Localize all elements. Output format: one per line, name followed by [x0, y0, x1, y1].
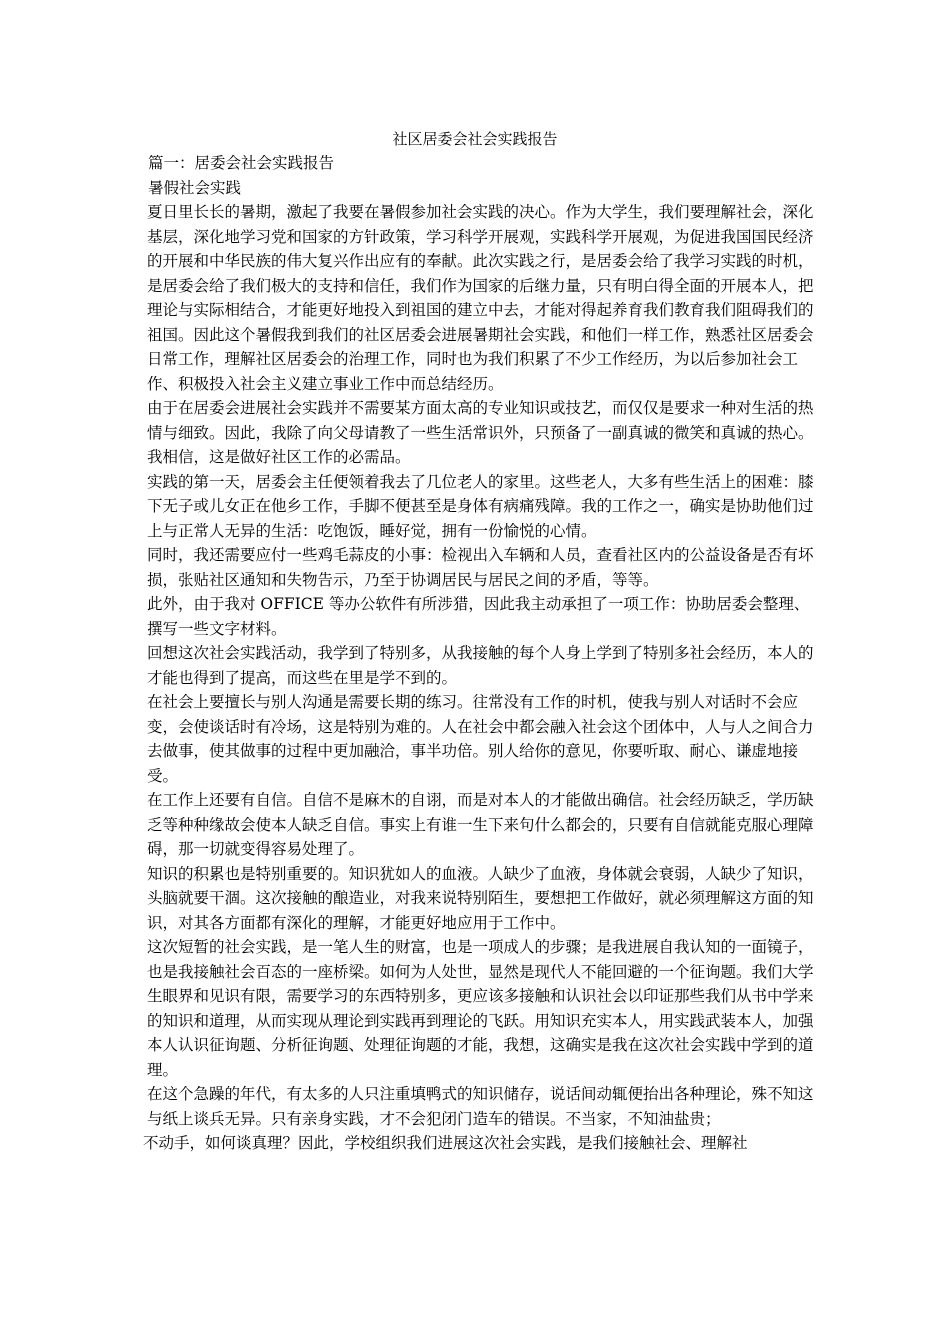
document-title: 社区居委会社会实践报告	[392, 130, 558, 148]
subheading: 暑假社会实践	[148, 178, 242, 197]
paragraph: 夏日里长长的暑期，激起了我要在暑假参加社会实践的决心。作为大学生，我们要理解社会，深化基层，深化地学习党和国家的方针政策，学习科学开展观，实践科学开展观，为促进我国国民经济的开展和中华民族的伟大复兴作出应有的奉献。此次实践之行，是居委会给了我学习实践的时机，是居委会给了我们极大的支持和信任，我们作为国家的后继力量，只有明白得全面的开展本人，把理论与实际相结合，才能更好地投入到祖国的建立中去，才能对得起养育我们教育我们阻碍我们的祖国。因此这个暑假我到我们的社区居委会进展暑期社会实践，和他们一样工作，熟悉社区居委会日常工作，理解社区居委会的治理工作，同时也为我们积累了不少工作经历，为以后参加社会工作、积极投入社会主义建立事业工作中而总结经历。	[147, 203, 814, 393]
paragraph: 知识的积累也是特别重要的。知识犹如人的血液。人缺少了血液，身体就会衰弱，人缺少了知识，头脑就要干涸。这次接触的酿造业，对我来说特别陌生，要想把工作做好，就必须理解这方面的知识，对其各方面都有深化的理解，才能更好地应用于工作中。	[147, 864, 814, 932]
paragraph: 回想这次社会实践活动，我学到了特别多，从我接触的每个人身上学到了特别多社会经历，本人的才能也得到了提高，而这些在里是学不到的。	[147, 644, 814, 687]
section-heading: 篇一：居委会社会实践报告	[148, 154, 335, 172]
paragraph: 同时，我还需要应付一些鸡毛蒜皮的小事：检视出入车辆和人员，查看社区内的公益设备是否有坏损，张贴社区通知和失物告示，乃至于协调居民与居民之间的矛盾，等等。	[147, 546, 814, 589]
paragraph: 此外，由于我对 OFFICE 等办公软件有所涉猎，因此我主动承担了一项工作：协助居委会整理、撰写一些文字材料。	[147, 595, 810, 638]
paragraph: 这次短暂的社会实践，是一笔人生的财富，也是一项成人的步骤；是我进展自我认知的一面镜子，也是我接触社会百态的一座桥梁。如何为人处世，显然是现代人不能回避的一个征询题。我们大学生眼界和见识有限，需要学习的东西特别多，更应该多接触和认识社会以印证那些我们从书中学来的知识和道理，从而实现从理论到实践再到理论的飞跃。用知识充实本人，用实践武装本人，加强本人认识征询题、分析征询题、处理征询题的才能，我想，这确实是我在这次社会实践中学到的道理。	[147, 938, 814, 1079]
document-body	[143, 151, 823, 1156]
paragraph: 在工作上还要有自信。自信不是麻木的自诩，而是对本人的才能做出确信。社会经历缺乏，学历缺乏等种种缘故会使本人缺乏自信。事实上有谁一生下来句什么都会的，只要有自信就能克服心理障碍，那一切就变得容易处理了。	[147, 791, 814, 858]
paragraph: 实践的第一天，居委会主任便领着我去了几位老人的家里。这些老人，大多有些生活上的困难：膝下无子或儿女正在他乡工作，手脚不便甚至是身体有病痛残障。我的工作之一，确实是协助他们过上与正常人无异的生活：吃饱饭，睡好觉，拥有一份愉悦的心情。	[147, 472, 814, 540]
paragraph: 不动手，如何谈真理？因此，学校组织我们进展这次社会实践，是我们接触社会、理解社	[143, 1134, 748, 1152]
paragraph: 由于在居委会进展社会实践并不需要某方面太高的专业知识或技艺，而仅仅是要求一种对生活的热情与细致。因此，我除了向父母请教了一些生活常识外，只预备了一副真诚的微笑和真诚的热心。我相信，这是做好社区工作的必需品。	[147, 399, 814, 466]
paragraph: 在这个急躁的年代，有太多的人只注重填鸭式的知识储存，说话间动辄便抬出各种理论，殊不知这与纸上谈兵无异。只有亲身实践，才不会犯闭门造车的错误。不当家，不知油盐贵；	[147, 1085, 814, 1128]
paragraph: 在社会上要擅长与别人沟通是需要长期的练习。往常没有工作的时机，使我与别人对话时不会应变，会使谈话时有冷场，这是特别为难的。人在社会中都会融入社会这个团体中，人与人之间合力去做事，使其做事的过程中更加融洽，事半功倍。别人给你的意见，你要听取、耐心、谦虚地接受。	[147, 693, 814, 785]
